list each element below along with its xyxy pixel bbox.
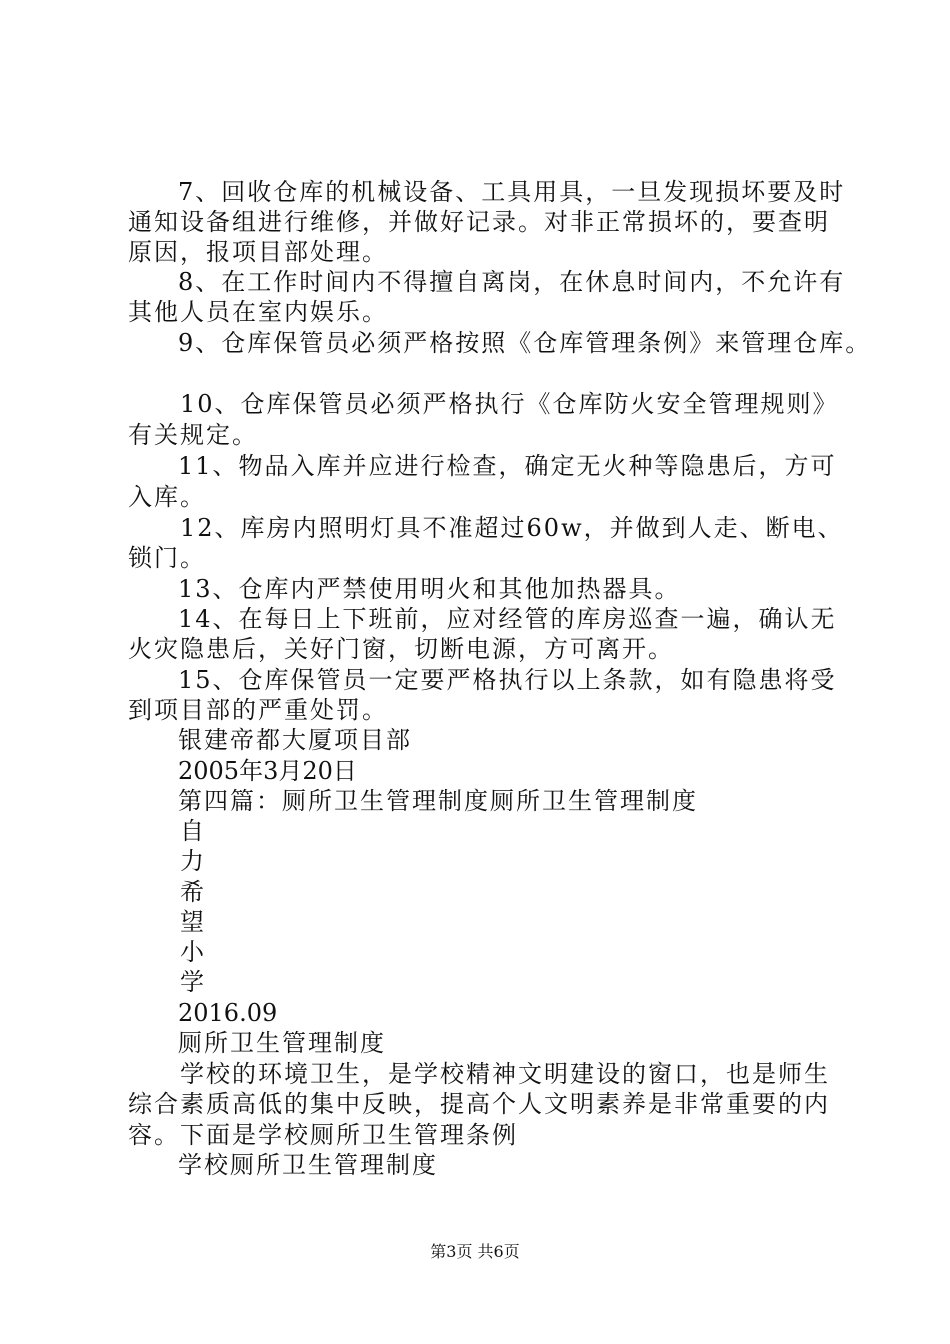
text-line: 2016.09	[178, 999, 278, 1027]
signature-org: 银建帝都大厦项目部	[178, 726, 412, 754]
text-line: 希	[180, 878, 206, 906]
text-line: 通知设备组进行维修，并做好记录。对非正常损坏的，要查明	[128, 208, 830, 236]
text-line: 学校的环境卫生，是学校精神文明建设的窗口，也是师生	[180, 1060, 830, 1088]
text-line: 15、仓库保管员一定要严格执行以上条款，如有隐患将受	[178, 666, 837, 694]
text-line: 8、在工作时间内不得擅自离岗，在休息时间内，不允许有	[178, 268, 846, 296]
text-line: 力	[180, 847, 206, 875]
text-line: 7、回收仓库的机械设备、工具用具，一旦发现损坏要及时	[178, 178, 846, 206]
text-line: 11、物品入库并应进行检查，确定无火种等隐患后，方可	[178, 452, 837, 480]
text-line: 到项目部的严重处罚。	[128, 696, 388, 724]
signature-date: 2005年3月20日	[178, 757, 357, 785]
text-line: 10、仓库保管员必须严格执行《仓库防火安全管理规则》	[180, 390, 839, 418]
text-line: 学校厕所卫生管理制度	[178, 1151, 438, 1179]
text-line: 14、在每日上下班前，应对经管的库房巡查一遍，确认无	[178, 605, 837, 633]
text-line: 其他人员在室内娱乐。	[128, 298, 388, 326]
text-line: 原因，报项目部处理。	[128, 238, 388, 266]
text-line: 12、库房内照明灯具不准超过60w，并做到人走、断电、	[180, 514, 844, 542]
text-line: 入库。	[128, 483, 206, 511]
text-line: 学	[180, 968, 206, 996]
text-line: 自	[180, 817, 206, 845]
section-heading: 第四篇：厕所卫生管理制度厕所卫生管理制度	[178, 787, 698, 815]
text-line: 13、仓库内严禁使用明火和其他加热器具。	[178, 575, 681, 603]
text-line: 锁门。	[128, 544, 206, 572]
text-line: 综合素质高低的集中反映，提高个人文明素养是非常重要的内	[128, 1090, 830, 1118]
text-line: 望	[180, 908, 206, 936]
text-line: 厕所卫生管理制度	[178, 1029, 386, 1057]
text-line: 火灾隐患后，关好门窗，切断电源，方可离开。	[128, 635, 674, 663]
text-line: 有关规定。	[128, 421, 258, 449]
text-line: 小	[180, 938, 206, 966]
page-footer: 第3页 共6页	[430, 1242, 520, 1261]
text-line: 9、仓库保管员必须严格按照《仓库管理条例》来管理仓库。	[178, 329, 872, 357]
text-line: 容。下面是学校厕所卫生管理条例	[128, 1121, 518, 1149]
